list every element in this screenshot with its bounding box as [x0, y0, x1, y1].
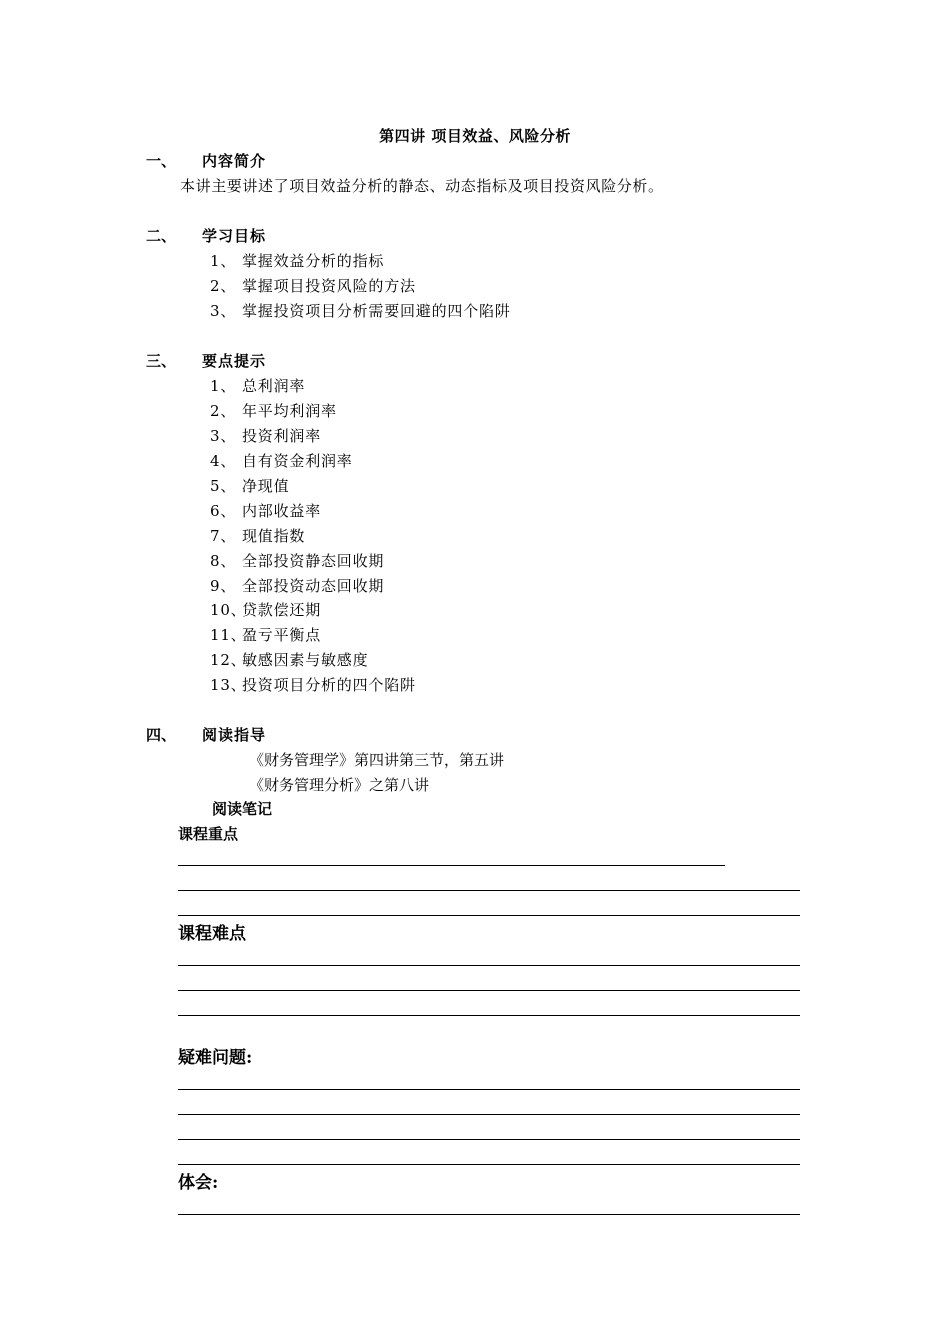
note-line [178, 1214, 800, 1215]
reading-book: 《财务管理学》第四讲第三节，第五讲 [249, 751, 505, 769]
reading-notes-heading: 阅读笔记 [212, 800, 273, 818]
key-point-item: 6、 内部收益率 [210, 502, 322, 520]
note-line [178, 1114, 800, 1115]
section-2-number: 二、 [146, 227, 177, 245]
questions-label: 疑难问题: [178, 1048, 253, 1068]
key-point-item: 7、 现值指数 [210, 527, 306, 545]
key-point-item: 1、 总利润率 [210, 377, 306, 395]
key-point-item: 13、投资项目分析的四个陷阱 [210, 676, 416, 694]
note-line [178, 865, 725, 866]
key-point-item: 11、盈亏平衡点 [210, 626, 322, 644]
note-line [178, 890, 800, 891]
key-point-item: 10、贷款偿还期 [210, 601, 322, 619]
goal-item: 1、 掌握效益分析的指标 [210, 252, 385, 270]
section-1-text: 本讲主要讲述了项目效益分析的静态、动态指标及项目投资风险分析。 [180, 177, 664, 195]
key-point-item: 3、 投资利润率 [210, 427, 322, 445]
key-point-item: 8、 全部投资静态回收期 [210, 552, 385, 570]
note-line [178, 915, 800, 916]
key-points-label: 课程重点 [178, 825, 239, 843]
key-point-item: 2、 年平均利润率 [210, 402, 337, 420]
section-1-title: 内容简介 [202, 152, 267, 170]
difficulties-label: 课程难点 [178, 924, 246, 944]
section-1-number: 一、 [146, 152, 177, 170]
key-point-item: 9、 全部投资动态回收期 [210, 577, 385, 595]
note-line [178, 1015, 800, 1016]
key-point-item: 5、 净现值 [210, 477, 290, 495]
section-3-title: 要点提示 [202, 352, 267, 370]
note-line [178, 1164, 800, 1165]
section-4-title: 阅读指导 [202, 726, 267, 744]
page-title: 第四讲 项目效益、风险分析 [379, 127, 571, 145]
goal-item: 3、 掌握投资项目分析需要回避的四个陷阱 [210, 302, 511, 320]
note-line [178, 1139, 800, 1140]
note-line [178, 990, 800, 991]
section-2-title: 学习目标 [202, 227, 267, 245]
note-line [178, 965, 800, 966]
section-3-number: 三、 [146, 352, 177, 370]
reading-book: 《财务管理分析》之第八讲 [249, 776, 430, 794]
key-point-item: 12、敏感因素与敏感度 [210, 651, 369, 669]
reflection-label: 体会: [178, 1173, 219, 1193]
key-point-item: 4、 自有资金利润率 [210, 452, 353, 470]
goal-item: 2、 掌握项目投资风险的方法 [210, 277, 416, 295]
note-line [178, 1089, 800, 1090]
section-4-number: 四、 [146, 726, 177, 744]
